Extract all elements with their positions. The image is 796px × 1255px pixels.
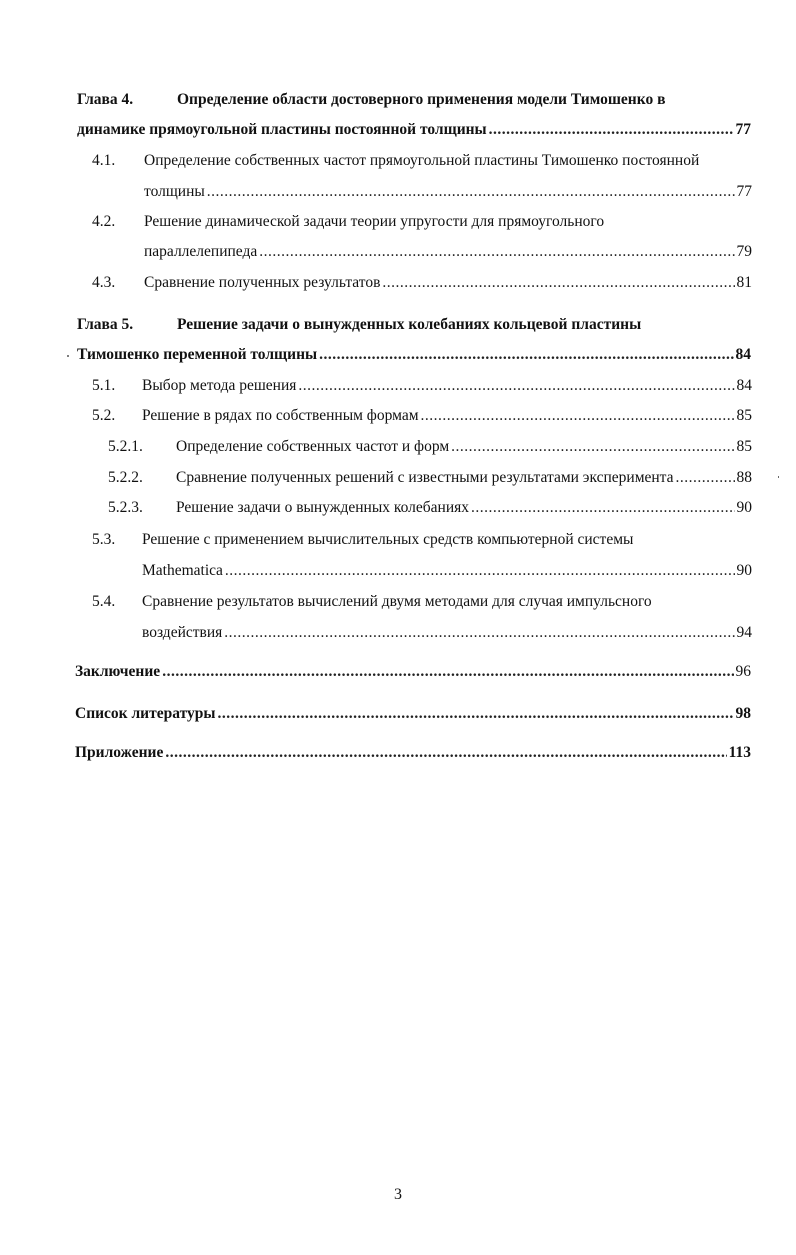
dot-leader	[451, 437, 734, 457]
section-5-2-1-title: Определение собственных частот и форм	[176, 438, 450, 455]
toc-section-4-2[interactable]	[92, 212, 756, 234]
section-5-3-title-line2: Mathematica	[142, 562, 223, 579]
section-4-1-title-line1: Определение собственных частот прямоугольной пластины Тимошенко постоянной	[144, 152, 700, 169]
toc-section-4-3[interactable]	[92, 273, 752, 295]
dot-leader	[259, 242, 734, 262]
section-5-3-page: 90	[736, 562, 752, 579]
section-4-2-title-line1: Решение динамической задачи теории упругости для прямоугольного	[144, 213, 605, 230]
page-number: 3	[394, 1186, 402, 1203]
toc-section-5-2-1[interactable]	[108, 437, 752, 459]
section-5-2-3-title: Решение задачи о вынужденных колебаниях	[176, 499, 470, 516]
toc-chapter-5-heading[interactable]	[77, 315, 757, 337]
scan-speck	[778, 476, 779, 478]
dot-leader	[489, 120, 734, 140]
section-5-1-number: 5.1.	[92, 377, 116, 394]
section-4-3-page: 81	[736, 274, 752, 291]
section-5-3-number: 5.3.	[92, 531, 116, 548]
section-5-2-3-number: 5.2.3.	[108, 499, 143, 516]
section-5-2-1-page: 85	[736, 438, 752, 455]
section-4-2-number: 4.2.	[92, 213, 116, 230]
dot-leader	[421, 406, 735, 426]
toc-chapter-4-continuation[interactable]	[77, 120, 751, 142]
section-5-2-title: Решение в рядах по собственным формам	[142, 407, 419, 424]
section-5-4-number: 5.4.	[92, 593, 116, 610]
references-page: 98	[735, 705, 751, 722]
toc-section-4-1[interactable]	[92, 151, 756, 173]
section-4-2-title-line2: параллелепипеда	[144, 243, 258, 260]
chapter-5-page: 84	[735, 346, 751, 363]
chapter-5-title-line2: Тимошенко переменной толщины	[77, 346, 318, 363]
section-4-3-number: 4.3.	[92, 274, 116, 291]
toc-section-5-3-continuation[interactable]	[142, 561, 752, 583]
dot-leader	[224, 623, 734, 643]
toc-references[interactable]	[75, 704, 751, 726]
chapter-4-label: Глава 4.	[77, 91, 134, 108]
toc-section-5-1[interactable]	[92, 376, 752, 398]
chapter-5-title-line1: Решение задачи о вынужденных колебаниях кольцевой пластины	[177, 316, 642, 333]
toc-conclusion[interactable]	[75, 662, 751, 684]
chapter-4-title-line1: Определение области достоверного применения модели Тимошенко в	[177, 91, 666, 108]
section-5-4-title-line1: Сравнение результатов вычислений двумя методами для случая импульсного	[142, 593, 652, 610]
dot-leader	[225, 561, 735, 581]
toc-section-5-2-2[interactable]	[108, 468, 752, 490]
toc-appendix[interactable]	[75, 743, 751, 765]
chapter-5-label: Глава 5.	[77, 316, 134, 333]
section-4-1-page: 77	[736, 183, 752, 200]
toc-chapter-4-heading[interactable]	[77, 90, 757, 112]
toc-section-5-3[interactable]	[92, 530, 756, 552]
conclusion-title: Заключение	[75, 663, 161, 680]
section-5-2-2-page: 88	[736, 469, 752, 486]
appendix-title: Приложение	[75, 744, 164, 761]
toc-section-5-2[interactable]	[92, 406, 752, 428]
toc-section-4-1-continuation[interactable]	[144, 182, 752, 204]
section-4-2-page: 79	[736, 243, 752, 260]
toc-section-5-4[interactable]	[92, 592, 756, 614]
section-4-1-title-line2: толщины	[144, 183, 205, 200]
section-4-3-title: Сравнение полученных результатов	[144, 274, 381, 291]
dot-leader	[676, 468, 735, 488]
section-5-1-page: 84	[736, 377, 752, 394]
chapter-4-page: 77	[735, 121, 751, 138]
section-5-1-title: Выбор метода решения	[142, 377, 297, 394]
section-4-1-number: 4.1.	[92, 152, 116, 169]
dot-leader	[298, 376, 734, 396]
conclusion-page: 96	[735, 663, 751, 680]
section-5-2-1-number: 5.2.1.	[108, 438, 143, 455]
section-5-4-page: 94	[736, 624, 752, 641]
dot-leader	[382, 273, 734, 293]
section-5-2-2-number: 5.2.2.	[108, 469, 143, 486]
section-5-2-3-page: 90	[736, 499, 752, 516]
dot-leader	[217, 704, 733, 724]
scan-speck	[67, 355, 69, 357]
dot-leader	[165, 743, 726, 763]
section-5-2-page: 85	[736, 407, 752, 424]
toc-section-4-2-continuation[interactable]	[144, 242, 752, 264]
dot-leader	[471, 498, 734, 518]
dot-leader	[319, 345, 733, 365]
dot-leader	[207, 182, 735, 202]
dot-leader	[162, 662, 733, 682]
toc-chapter-5-continuation[interactable]	[77, 345, 751, 367]
chapter-4-title-line2: динамике прямоугольной пластины постоянной толщины	[77, 121, 487, 138]
toc-section-5-4-continuation[interactable]	[142, 623, 752, 645]
section-5-3-title-line1: Решение с применением вычислительных средств компьютерной системы	[142, 531, 634, 548]
section-5-2-2-title: Сравнение полученных решений с известными результатами эксперимента	[176, 469, 674, 486]
references-title: Список литературы	[75, 705, 216, 722]
appendix-page: 113	[728, 744, 751, 761]
section-5-4-title-line2: воздействия	[142, 624, 223, 641]
toc-section-5-2-3[interactable]	[108, 498, 752, 520]
section-5-2-number: 5.2.	[92, 407, 116, 424]
